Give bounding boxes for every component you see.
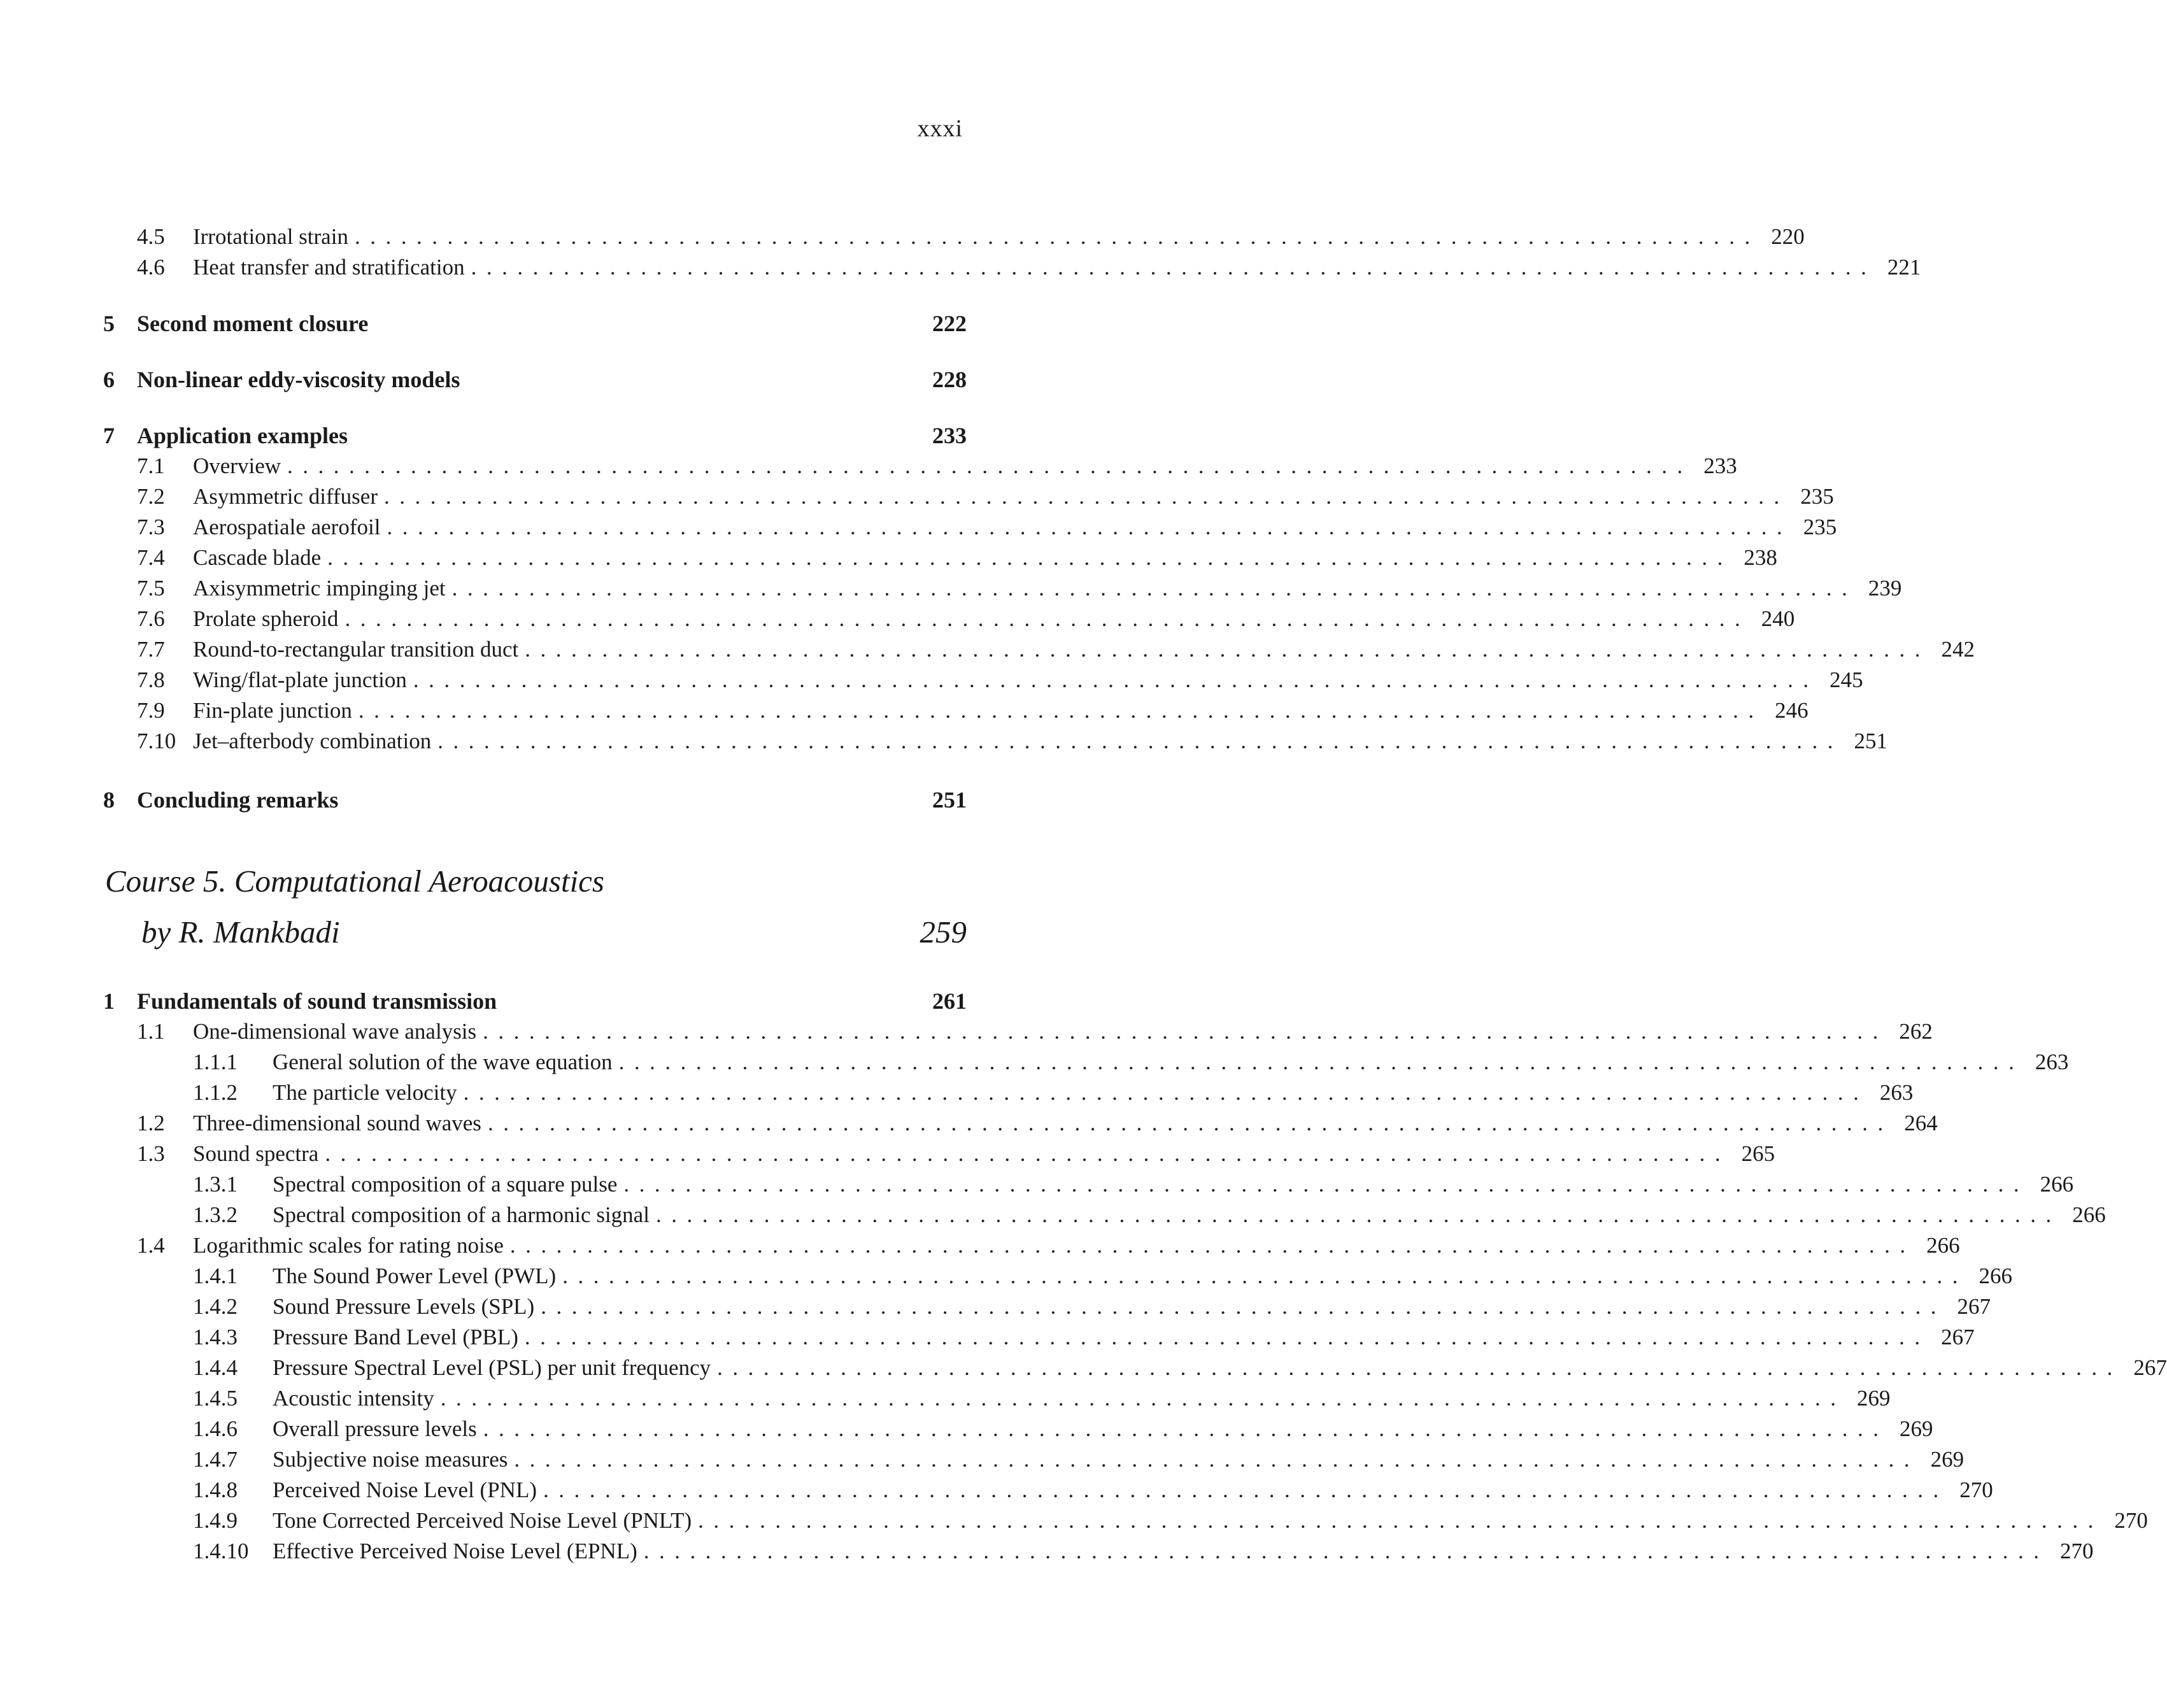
toc-subentry bbox=[0, 1353, 2167, 1383]
entry-page: 240 bbox=[1761, 606, 1795, 631]
toc-entry bbox=[0, 726, 1887, 757]
toc-entry bbox=[0, 604, 1795, 634]
dot-leader: ........................................................................................... bbox=[463, 1080, 1869, 1105]
toc-entry bbox=[0, 1016, 1933, 1047]
toc-chapter bbox=[0, 785, 1083, 815]
dot-leader: ........................................................................................... bbox=[524, 1325, 1930, 1349]
entry-page: 270 bbox=[1959, 1477, 1993, 1502]
toc-entry bbox=[0, 252, 1921, 283]
entry-title: Irrotational strain bbox=[193, 224, 348, 249]
chapter-page: 261 bbox=[932, 988, 967, 1014]
entry-number: 1.3 bbox=[137, 1141, 165, 1166]
dot-leader: ........................................................................................... bbox=[483, 1019, 1888, 1044]
dot-leader: ........................................................................................... bbox=[509, 1233, 1915, 1258]
entry-page: 251 bbox=[1854, 729, 1887, 753]
entry-number: 1.4.5 bbox=[193, 1386, 238, 1411]
dot-leader: ........................................................................................... bbox=[643, 1539, 2049, 1563]
toc-subentry bbox=[0, 1047, 2069, 1078]
chapter-title: Concluding remarks bbox=[137, 787, 339, 813]
dot-leader: ........................................................................................... bbox=[525, 637, 1930, 662]
toc-subentry bbox=[0, 1505, 2148, 1536]
toc-subentry bbox=[0, 1536, 2094, 1567]
chapter-page: 233 bbox=[932, 423, 967, 448]
entry-page: 239 bbox=[1868, 576, 1902, 601]
toc-entry bbox=[0, 543, 1777, 573]
toc-entry bbox=[0, 1108, 1938, 1139]
toc-subentry bbox=[0, 1383, 1891, 1414]
entry-number: 1.4.9 bbox=[193, 1508, 238, 1533]
entry-number: 1.4.10 bbox=[193, 1539, 249, 1563]
toc-entry bbox=[0, 512, 1837, 543]
toc-entry bbox=[0, 481, 1834, 512]
entry-number: 1.4 bbox=[137, 1233, 165, 1258]
toc-subentry bbox=[0, 1322, 1975, 1353]
chapter-page: 222 bbox=[932, 311, 967, 336]
entry-page: 233 bbox=[1703, 453, 1737, 478]
entry-number: 7.1 bbox=[137, 453, 165, 478]
dot-leader: ........................................................................................... bbox=[325, 1141, 1731, 1166]
entry-title: Spectral composition of a harmonic signal bbox=[273, 1202, 650, 1227]
entry-title: Cascade blade bbox=[193, 545, 322, 570]
entry-title: Aerospatiale aerofoil bbox=[193, 515, 381, 539]
chapter-number: 5 bbox=[103, 311, 115, 336]
toc-subentry bbox=[0, 1444, 1965, 1475]
entry-title: Sound spectra bbox=[193, 1141, 319, 1166]
entry-number: 7.4 bbox=[137, 545, 165, 570]
dot-leader: ........................................................................................... bbox=[655, 1202, 2061, 1227]
toc-entry bbox=[0, 634, 1975, 665]
entry-number: 7.9 bbox=[137, 698, 165, 723]
entry-number: 7.7 bbox=[137, 637, 165, 662]
entry-page: 270 bbox=[2114, 1508, 2148, 1533]
toc-chapter bbox=[0, 986, 1083, 1016]
entry-number: 7.3 bbox=[137, 515, 165, 539]
toc-subentry bbox=[0, 1414, 1933, 1444]
entry-title: General solution of the wave equation bbox=[273, 1050, 613, 1074]
toc-chapter bbox=[0, 308, 1083, 339]
dot-leader: ........................................................................................... bbox=[543, 1477, 1949, 1502]
toc-entry bbox=[0, 451, 1737, 481]
toc-entry bbox=[0, 1139, 1775, 1169]
entry-page: 235 bbox=[1803, 515, 1837, 539]
toc-chapter bbox=[0, 364, 1083, 395]
entry-title: The particle velocity bbox=[273, 1080, 457, 1105]
toc-subentry bbox=[0, 1169, 2074, 1200]
entry-number: 7.8 bbox=[137, 667, 165, 692]
dot-leader: ........................................................................................... bbox=[387, 515, 1793, 539]
entry-title: Overall pressure levels bbox=[273, 1416, 477, 1441]
entry-page: 220 bbox=[1771, 224, 1805, 249]
entry-page: 267 bbox=[1957, 1294, 1991, 1319]
chapter-page: 251 bbox=[932, 787, 967, 813]
entry-title: Perceived Noise Level (PNL) bbox=[273, 1477, 537, 1502]
chapter-title: Non-linear eddy-viscosity models bbox=[137, 367, 460, 392]
entry-page: 242 bbox=[1941, 637, 1975, 662]
entry-number: 1.1 bbox=[137, 1019, 165, 1044]
entry-page: 269 bbox=[1856, 1386, 1891, 1411]
entry-title: Acoustic intensity bbox=[273, 1386, 434, 1411]
dot-leader: ........................................................................................... bbox=[354, 224, 1760, 249]
chapter-number: 6 bbox=[103, 367, 115, 392]
dot-leader: ........................................................................................... bbox=[383, 484, 1789, 509]
chapter-number: 8 bbox=[103, 787, 115, 813]
dot-leader: ........................................................................................... bbox=[358, 698, 1764, 723]
entry-title: Pressure Band Level (PBL) bbox=[273, 1325, 518, 1349]
dot-leader: ........................................................................................... bbox=[698, 1508, 2103, 1533]
dot-leader: ........................................................................................... bbox=[327, 545, 1733, 570]
entry-number: 7.2 bbox=[137, 484, 165, 509]
entry-number: 1.1.2 bbox=[193, 1080, 238, 1105]
toc-chapter bbox=[0, 420, 1083, 451]
entry-page: 269 bbox=[1899, 1416, 1933, 1441]
entry-title: Sound Pressure Levels (SPL) bbox=[273, 1294, 535, 1319]
toc-subentry bbox=[0, 1200, 2106, 1230]
entry-number: 1.3.1 bbox=[193, 1172, 238, 1197]
entry-page: 270 bbox=[2059, 1539, 2094, 1563]
entry-page: 246 bbox=[1775, 698, 1808, 723]
dot-leader: ........................................................................................... bbox=[451, 576, 1858, 601]
dot-leader: ........................................................................................... bbox=[471, 255, 1877, 280]
toc-entry bbox=[0, 222, 1805, 252]
entry-number: 1.2 bbox=[137, 1111, 165, 1135]
entry-page: 262 bbox=[1899, 1019, 1933, 1044]
course-page: 259 bbox=[920, 914, 967, 950]
entry-title: Axisymmetric impinging jet bbox=[193, 576, 446, 601]
entry-number: 1.1.1 bbox=[193, 1050, 238, 1074]
toc-entry bbox=[0, 573, 1902, 604]
dot-leader: ........................................................................................... bbox=[287, 453, 1693, 478]
entry-title: Subjective noise measures bbox=[273, 1447, 508, 1472]
entry-title: Effective Perceived Noise Level (EPNL) bbox=[273, 1539, 637, 1563]
dot-leader: ........................................................................................... bbox=[541, 1294, 1946, 1319]
entry-title: Overview bbox=[193, 453, 281, 478]
entry-page: 238 bbox=[1744, 545, 1777, 570]
course-author: by R. Mankbadi bbox=[141, 914, 340, 950]
chapter-page: 228 bbox=[932, 367, 967, 392]
chapter-number: 7 bbox=[103, 423, 115, 448]
chapter-title: Fundamentals of sound transmission bbox=[137, 988, 497, 1014]
entry-page: 266 bbox=[1926, 1233, 1960, 1258]
entry-title: Heat transfer and stratification bbox=[193, 255, 465, 280]
entry-title: Fin-plate junction bbox=[193, 698, 352, 723]
entry-title: Pressure Spectral Level (PSL) per unit frequency bbox=[273, 1355, 711, 1380]
dot-leader: ........................................................................................... bbox=[717, 1355, 2122, 1380]
entry-title: Spectral composition of a square pulse bbox=[273, 1172, 618, 1197]
entry-page: 264 bbox=[1904, 1111, 1938, 1135]
entry-page: 269 bbox=[1930, 1447, 1965, 1472]
toc-entry bbox=[0, 1230, 1960, 1261]
entry-page: 267 bbox=[1941, 1325, 1975, 1349]
entry-page: 266 bbox=[1979, 1263, 2012, 1288]
entry-title: Asymmetric diffuser bbox=[193, 484, 378, 509]
chapter-title: Second moment closure bbox=[137, 311, 369, 336]
toc-entry bbox=[0, 695, 1808, 726]
entry-number: 1.4.7 bbox=[193, 1447, 238, 1472]
entry-number: 1.4.1 bbox=[193, 1263, 238, 1288]
entry-number: 1.3.2 bbox=[193, 1202, 238, 1227]
dot-leader: ........................................................................................... bbox=[440, 1386, 1846, 1411]
dot-leader: ........................................................................................... bbox=[514, 1447, 1920, 1472]
entry-page: 245 bbox=[1830, 667, 1863, 692]
toc-subentry bbox=[0, 1261, 2012, 1292]
dot-leader: ........................................................................................... bbox=[413, 667, 1819, 692]
entry-number: 1.4.8 bbox=[193, 1477, 238, 1502]
dot-leader: ........................................................................................... bbox=[487, 1111, 1893, 1135]
entry-page: 267 bbox=[2133, 1355, 2167, 1380]
entry-title: Jet–afterbody combination bbox=[193, 729, 432, 753]
entry-number: 7.10 bbox=[137, 729, 176, 753]
entry-number: 4.5 bbox=[137, 224, 165, 249]
toc-subentry bbox=[0, 1292, 1991, 1322]
dot-leader: ........................................................................................... bbox=[345, 606, 1751, 631]
toc-subentry bbox=[0, 1078, 1914, 1108]
toc-subentry bbox=[0, 1475, 1993, 1505]
entry-title: Round-to-rectangular transition duct bbox=[193, 637, 519, 662]
chapter-number: 1 bbox=[103, 988, 115, 1014]
entry-number: 1.4.3 bbox=[193, 1325, 238, 1349]
entry-title: Tone Corrected Perceived Noise Level (PNLT) bbox=[273, 1508, 692, 1533]
entry-page: 265 bbox=[1741, 1141, 1775, 1166]
entry-title: Wing/flat-plate junction bbox=[193, 667, 407, 692]
entry-title: Prolate spheroid bbox=[193, 606, 339, 631]
course-title: Course 5. Computational Aeroacoustics bbox=[105, 864, 604, 899]
dot-leader: ........................................................................................... bbox=[437, 729, 1843, 753]
chapter-title: Application examples bbox=[137, 423, 348, 448]
entry-number: 1.4.6 bbox=[193, 1416, 238, 1441]
page-number: xxxi bbox=[917, 115, 963, 142]
entry-page: 221 bbox=[1887, 255, 1921, 280]
dot-leader: ........................................................................................... bbox=[483, 1416, 1889, 1441]
entry-title: Three-dimensional sound waves bbox=[193, 1111, 481, 1135]
entry-page: 266 bbox=[2040, 1172, 2074, 1197]
entry-number: 4.6 bbox=[137, 255, 165, 280]
dot-leader: ........................................................................................... bbox=[618, 1050, 2024, 1074]
entry-page: 266 bbox=[2072, 1202, 2106, 1227]
toc-entry bbox=[0, 665, 1863, 695]
dot-leader: ........................................................................................... bbox=[623, 1172, 2029, 1197]
entry-title: Logarithmic scales for rating noise bbox=[193, 1233, 504, 1258]
entry-title: The Sound Power Level (PWL) bbox=[273, 1263, 557, 1288]
entry-number: 1.4.2 bbox=[193, 1294, 238, 1319]
entry-number: 7.6 bbox=[137, 606, 165, 631]
entry-page: 235 bbox=[1800, 484, 1834, 509]
entry-title: One-dimensional wave analysis bbox=[193, 1019, 477, 1044]
entry-page: 263 bbox=[2035, 1050, 2069, 1074]
entry-page: 263 bbox=[1879, 1080, 1914, 1105]
dot-leader: ........................................................................................... bbox=[562, 1263, 1968, 1288]
entry-number: 7.5 bbox=[137, 576, 165, 601]
entry-number: 1.4.4 bbox=[193, 1355, 238, 1380]
